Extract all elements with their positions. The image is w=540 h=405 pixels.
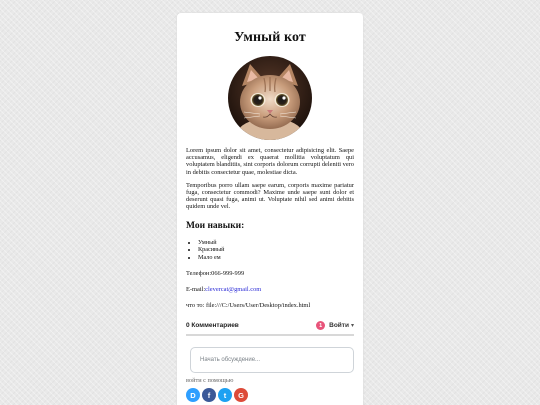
google-icon[interactable]: G xyxy=(234,388,248,402)
skill-item: • Мало ем xyxy=(198,254,354,262)
intro-paragraph-1: Lorem ipsum dolor sit amet, consectetur adipisicing elit. Saepe accusamus, eligendi ex quaerat mollitia voluptatum qui voluptatem blanditiis, sint corporis dolorum corrupti deleniti vero in debitis consectetur quae, molestiae dicta. xyxy=(186,147,354,176)
skill-item: • Умный xyxy=(198,239,354,247)
login-button[interactable]: Войти xyxy=(329,322,349,330)
phone-line: Телефон:066-999-999 xyxy=(186,270,245,278)
skill-item: • Красивый xyxy=(198,246,354,254)
profile-card xyxy=(177,13,363,405)
login-with-label: войти с помощью xyxy=(186,377,234,385)
login-menu[interactable] xyxy=(316,321,354,330)
skills-list xyxy=(186,239,354,262)
path-line: что то: file:///C:/Users/User/Desktop/index.html xyxy=(186,302,311,310)
email-link[interactable]: clevercat@gmail.com xyxy=(205,286,262,294)
cat-avatar xyxy=(228,56,312,140)
intro-paragraph-2: Temporibus porro ullam saepe earum, corporis maxime pariatur fuga, consectetur commodi? Maxime unde saepe sunt dolor et deserunt quasi fuga, animi ut. Voluptate nihil sed animi debitis quidem unde vel. xyxy=(186,181,354,211)
disqus-icon[interactable]: D xyxy=(186,388,200,402)
chevron-down-icon[interactable]: ▾ xyxy=(350,323,354,330)
comment-input[interactable]: Начать обсуждение... xyxy=(190,347,354,373)
skills-heading: Мои навыки: xyxy=(186,220,245,231)
comments-count[interactable]: 0 Комментариев xyxy=(186,322,239,330)
email-line xyxy=(186,286,354,293)
facebook-icon[interactable]: f xyxy=(202,388,216,402)
twitter-icon[interactable]: t xyxy=(218,388,232,402)
social-login-row xyxy=(186,388,354,402)
page-title: Умный кот xyxy=(234,30,306,45)
email-label: E-mail: xyxy=(186,286,206,294)
comments-header xyxy=(186,321,354,336)
avatar-container xyxy=(186,56,354,140)
notification-badge[interactable]: 1 xyxy=(316,321,325,330)
